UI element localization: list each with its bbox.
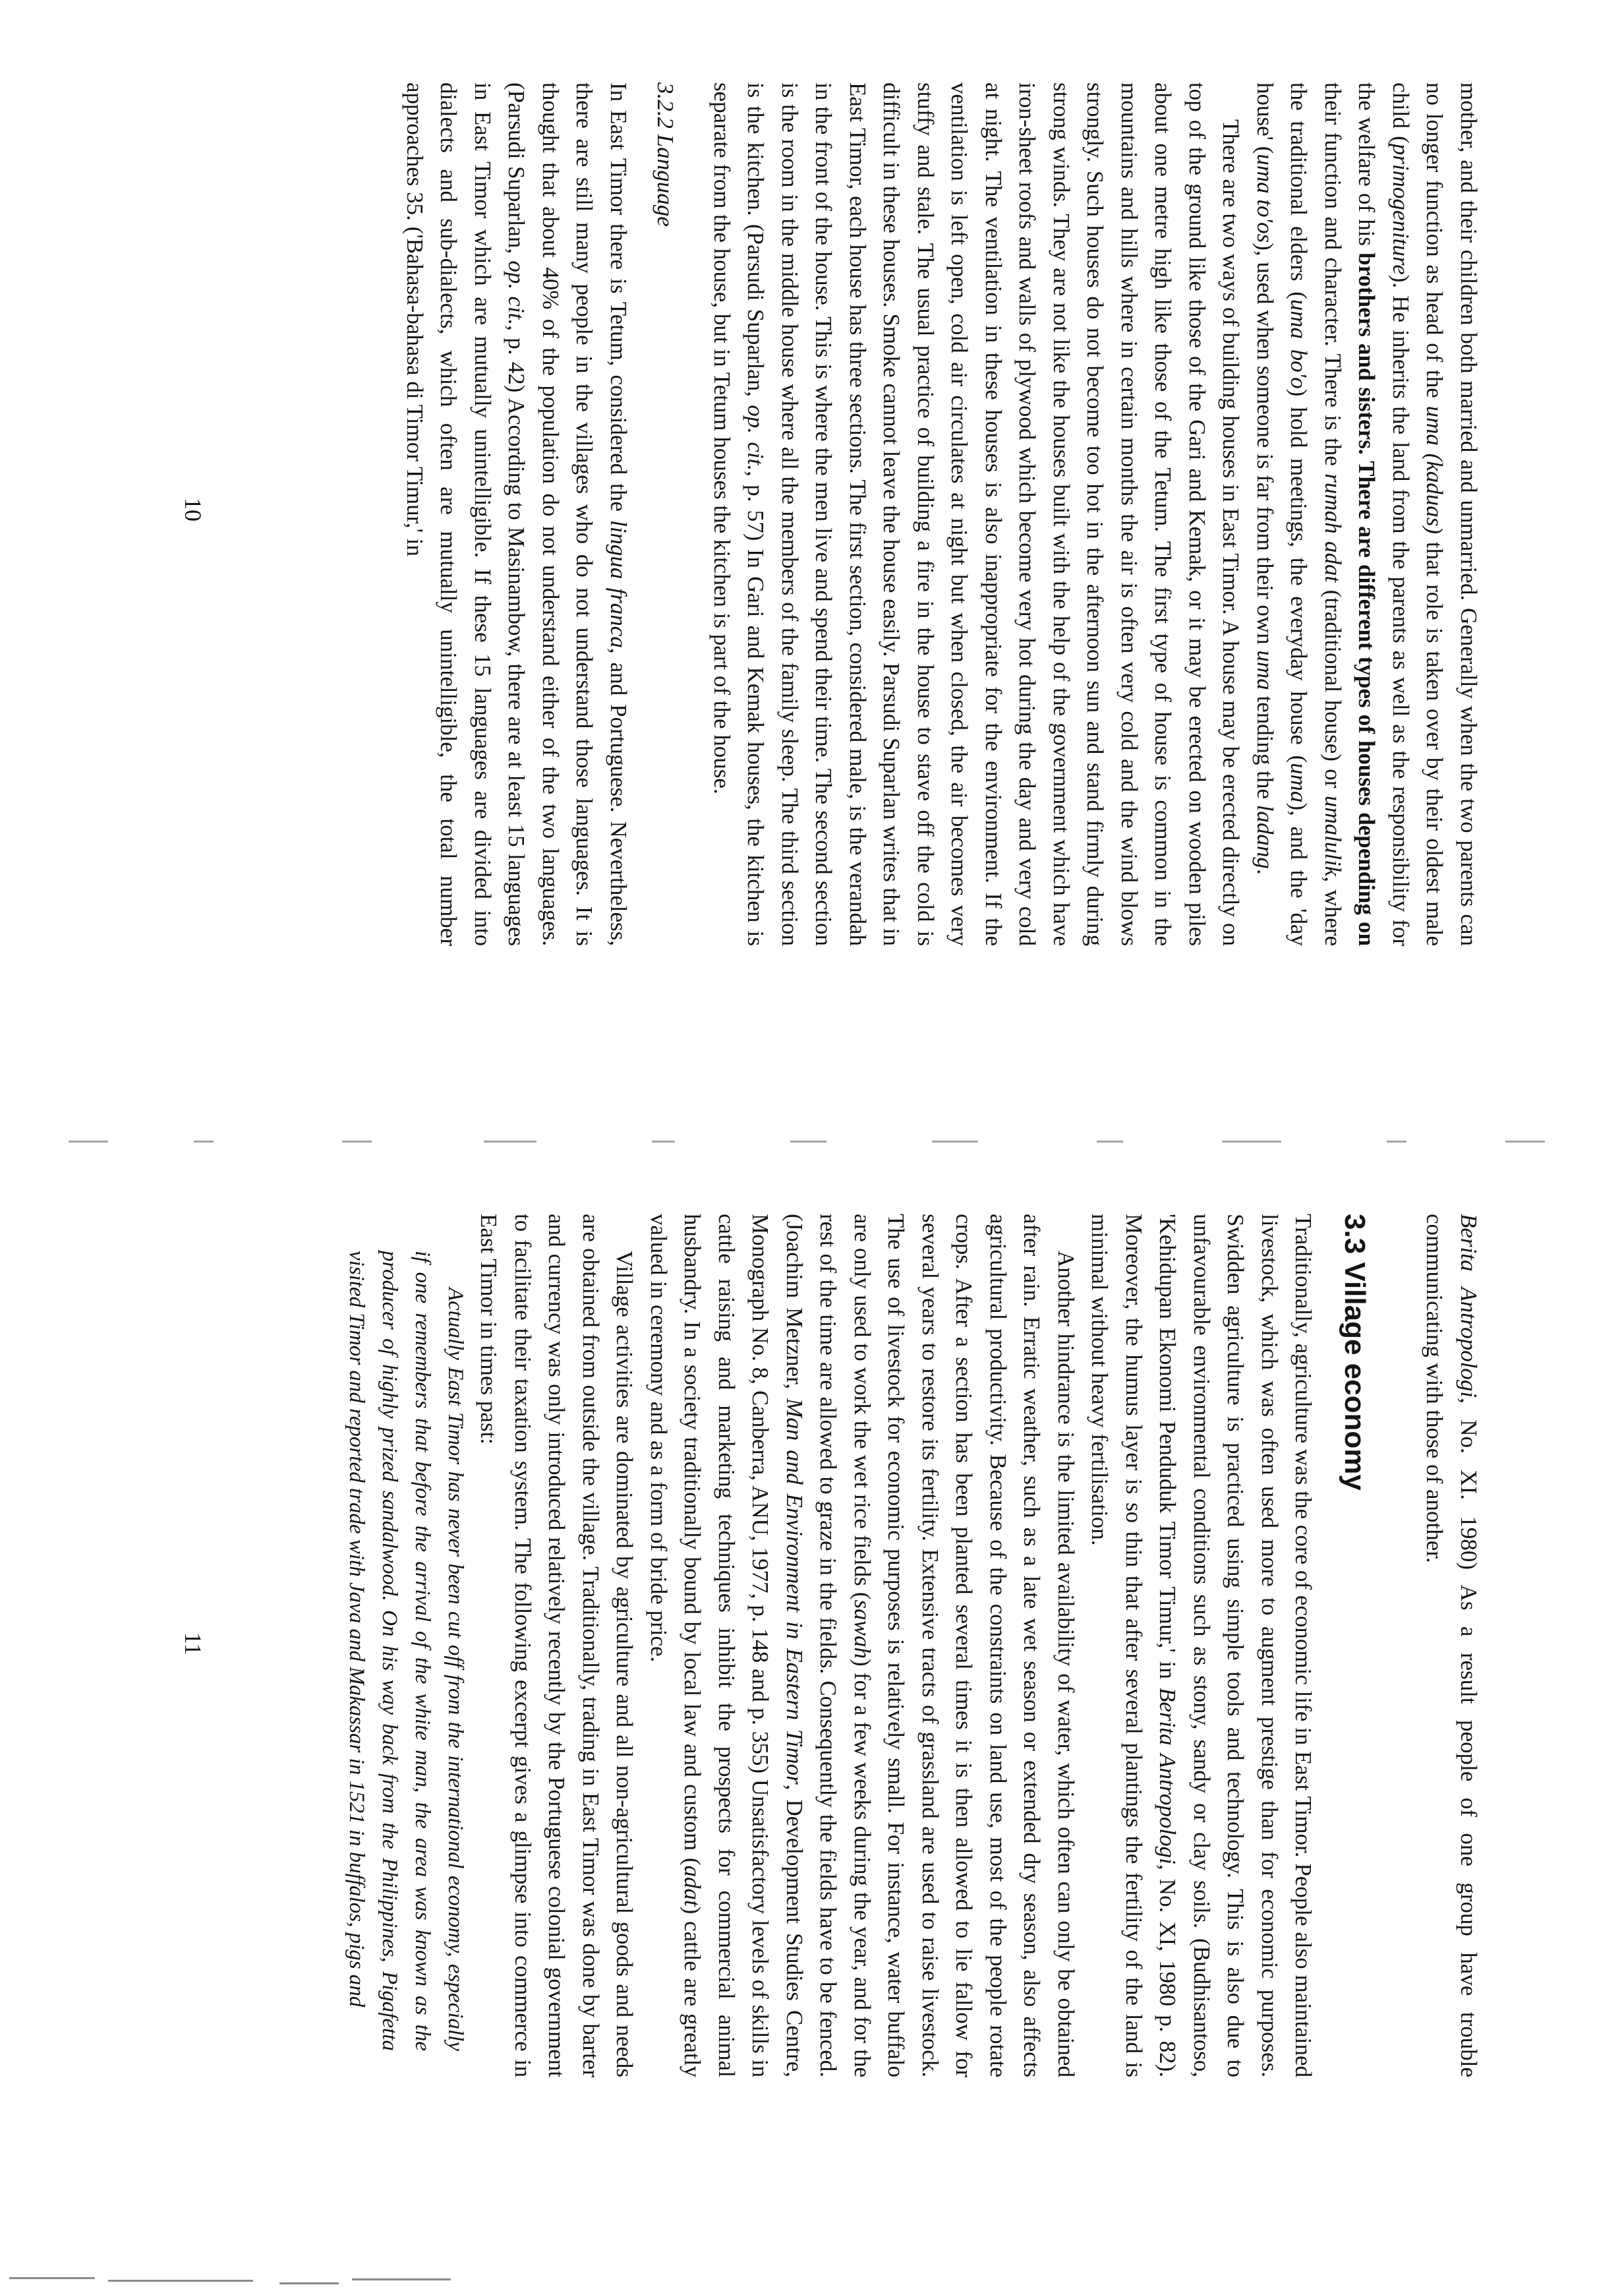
right-edge-scan-artifact — [0, 2274, 1624, 2289]
paragraph-water-hindrance — [642, 1214, 1084, 2077]
text-run: uma — [1286, 763, 1312, 803]
page-number-right: 11 — [180, 1632, 206, 1655]
text-run: Berita Antropologi — [1456, 1214, 1482, 1398]
text-run: . — [1252, 868, 1278, 875]
right-text-column — [340, 1214, 1486, 2077]
paragraph-continuation — [1418, 1214, 1486, 2077]
text-run: , and Portuguese. Nevertheless, there are still many people in the villages who do not understand those languages. It is thought that about 40% of the population do not understand either of the two languages. (Parsudi Suparlan, — [504, 82, 631, 946]
text-run: (traditional house) or — [1320, 582, 1346, 796]
text-run: uma bo'o — [1286, 299, 1312, 389]
quote-text — [340, 1251, 472, 2051]
text-run: In East Timor there is Tetum, considered the — [606, 82, 631, 520]
text-run: Man and Environment in Eastern Timor — [782, 1398, 807, 1785]
paragraph-household — [1248, 82, 1486, 946]
text-run: ), and the 'day house' ( — [1252, 82, 1312, 946]
text-run: rumah adat — [1320, 473, 1346, 583]
right-page — [0, 1144, 1624, 2289]
text-run: ) hold meetings, the everyday house ( — [1286, 388, 1312, 763]
text-run: , where the traditional elders ( — [1286, 82, 1346, 946]
section-heading-village-economy — [1338, 1214, 1372, 2077]
text-run: mother, and their children both married and unmarried. Generally when the two parents can no longer function as head of the — [1422, 82, 1482, 946]
text-run: 3.2.2 Language — [652, 82, 679, 227]
text-run: adat — [680, 1865, 706, 1907]
text-run: uma (kaduas) — [1422, 405, 1448, 535]
paragraph-agriculture — [1083, 1214, 1321, 2077]
left-text-column — [398, 82, 1486, 946]
text-run: 3.3 Village economy — [1339, 1214, 1371, 1491]
text-run: There are two ways of building houses in East Timor. A house may be erected directly on top of the ground like those of the Gari and Kemak, or it may be erected on wooden piles about one metre high like those of the Tetum. The first type of house is common in the mountains and hills where in certain months the air is often very cold and the wind blows strongly. Such houses do not become too hot in the afternoon sun and stand firmly during strong winds. They are not like the houses built with the help of the government which have iron-sheet roofs and walls of plywood which become very hot during the day and very cold at night. The ventilation in these houses is also inappropriate for the environment. If the ventilation is left open, cold air circulates at night but when closed, the air becomes very stuffy and stale. The usual practice of building a fire in the house to stave off the cold is difficult in these houses. Smoke cannot leave the house easily. Parsudi Suparlan writes that in East Timor, each house has three sections. The first section, considered male, is the verandah in the front of the house. This is where the men live and spend their time. The second section is the room in the middle house where all the members of the family sleep. The third section is the kitchen. (Parsudi Suparlan, — [743, 82, 1244, 946]
text-run: brothers and sisters. There are different types of houses depending on — [1354, 253, 1380, 946]
text-run: Actually East Timor has never been cut off from the international economy, especially if one remembers that before the arrival of the white man, the area was known as the producer of highly prized sandalwood. On his way back from the Philippines, Pigafetta visited Timor and reported trade with Java and Makassar in 1521 in buffalos, pigs and — [345, 1251, 467, 2051]
text-run: primogeniture — [1388, 143, 1414, 275]
text-run: , No. XI, 1980 p. 82). Moreover, the humus layer is so thin that after several plantings the fertility of the land is minimal without heavy fertilisation. — [1087, 1214, 1181, 2077]
text-run: their function and character. There is the — [1320, 82, 1346, 474]
text-run: ), used when someone is far from their own — [1252, 243, 1278, 651]
text-run: that role is taken over by their oldest male child ( — [1388, 82, 1448, 946]
text-run: , p. 42) According to Masinambow, there are at least 15 languages in East Timor which are mutually unintelligible. If these 15 languages are divided into dialects and sub-dialects, which often are mutually unintelligible, the total number approaches 35. ('Bahasa-bahasa di Timor Timur,' in — [402, 82, 530, 946]
text-run: Berita Antropologi — [1155, 1687, 1181, 1864]
text-run: , Development Studies Centre, Monograph No. 8, Canberra, ANU, 1977, p. 148 and p. 355) Unsatisfactory levels of skills in cattle raising and marketing techniques inhibit the prospects for commercial animal husbandry. In a society traditionally bound by local law and custom ( — [680, 1214, 807, 2078]
paragraph-language — [398, 82, 636, 946]
text-run: uma to'os — [1252, 154, 1278, 243]
text-run: op. cit. — [743, 405, 769, 471]
paragraph-building-houses — [705, 82, 1248, 946]
page-number-left: 10 — [180, 498, 206, 521]
block-quote — [340, 1251, 472, 2051]
text-run: , p. 57) In Gari and Kemak houses, the kitchen is separate from the house, but in Tetum houses the kitchen is part of the house. — [709, 82, 769, 946]
text-run: sawah — [850, 1599, 875, 1659]
text-run: , No. XI. 1980) As a result people of one group have trouble communicating with those of another. — [1422, 1214, 1482, 2077]
text-run: Village activities are dominated by agriculture and all non-agricultural goods and needs are obtained from outside the village. Traditionally, trading in East Timor was done by barter and currency was only introduced relatively recently by the Portuguese colonial government to facilitate their taxation system. The following excerpt gives a glimpse into commerce in East Timor in times past: — [476, 1214, 638, 2077]
gutter-scan-artifact — [0, 1121, 1624, 1168]
text-run: Another hindrance is the limited availability of water, which often can only be obtained after rain. Erratic weather, such as a late wet season or extended dry season, also affects agricultural productivity. Because of the constraints on land use, most of the people rotate crops. After a section has been planted several times it is then allowed to lie fallow for several years to restore its fertility. Extensive tracts of grassland are used to raise livestock. The use of livestock for economic purposes is relatively small. For instance, water buffalo are only used to work the wet rice fields ( — [850, 1214, 1079, 2077]
text-run: op. cit. — [504, 260, 530, 326]
text-run: umalulik — [1320, 795, 1346, 877]
text-run: Traditionally, agriculture was the core of economic life in East Timor. People also maintained livestock, which was often used more to augment prestige than for economic purposes. Swidden agriculture is practiced using simple tools and technology. This is also due to unfavourable environmental conditions such as stony, sandy or clay soils. (Budhisantoso, 'Kehidupan Ekonomi Penduduk Timor Timur,' in — [1155, 1214, 1317, 2077]
text-run: uma — [1252, 650, 1278, 690]
text-run: lingua franca — [606, 520, 631, 648]
paragraph-village-activities — [472, 1214, 642, 2077]
text-run: ). He inherits the land from the parents as well as the responsibility for the welfare of his — [1354, 82, 1414, 946]
left-page — [0, 0, 1624, 1144]
text-run: ) cattle are greatly valued in ceremony and as a form of bride price. — [646, 1214, 706, 2077]
text-run: ladang — [1252, 804, 1278, 869]
text-run: ) for a few weeks during the year, and for the rest of the time are allowed to graze in the fields. Consequently the fields have to be fenced. (Joachim Metzner, — [782, 1214, 875, 2078]
text-run: tending the — [1252, 690, 1278, 805]
section-heading-language — [649, 82, 683, 946]
